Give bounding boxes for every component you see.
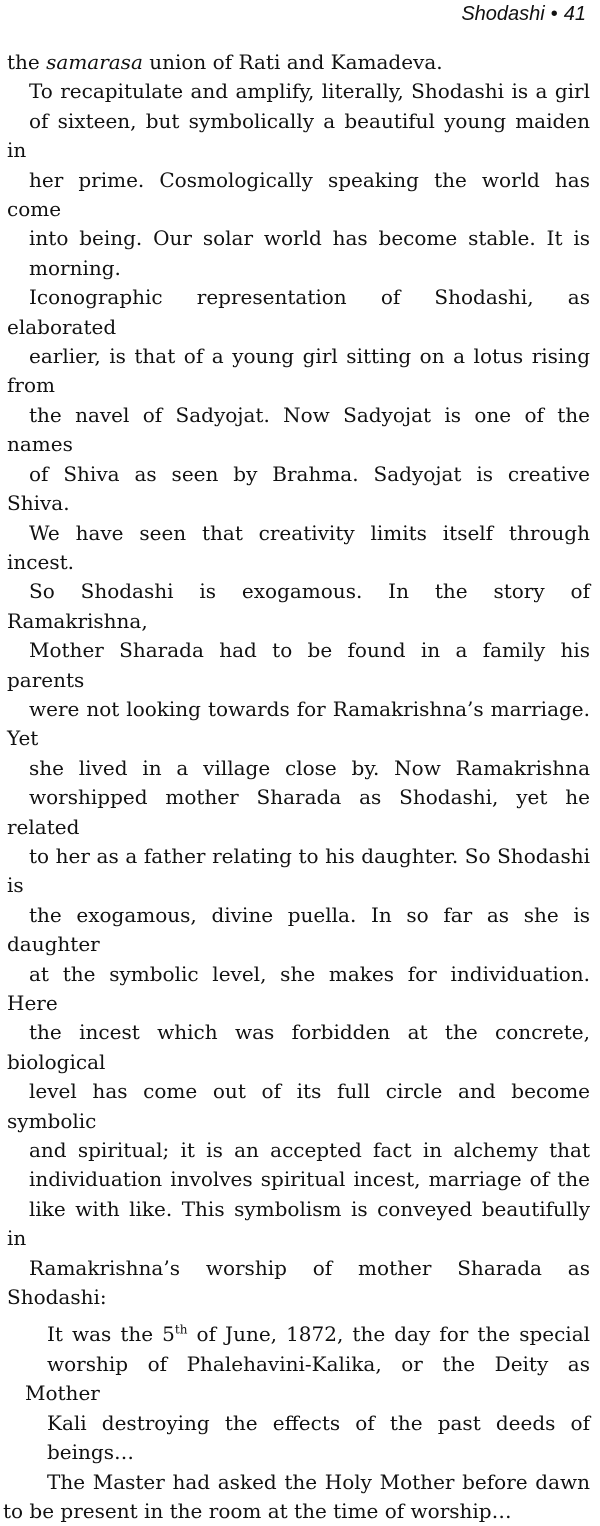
quote-date-suffix: of June, 1872, the day for the special — [187, 1322, 590, 1346]
paragraph-2 — [7, 77, 590, 283]
text-line: Ramakrishna’s worship of mother Sharada as Shodashi: — [7, 1254, 590, 1313]
header-separator: • — [551, 3, 558, 25]
quote-paragraph-2 — [25, 1468, 590, 1526]
text-line: the exogamous, divine puella. In so far as she is daughter — [7, 901, 590, 960]
text-line: Kali destroying the effects of the past deeds of — [25, 1409, 590, 1438]
text-line: into being. Our solar world has become stable. It is — [7, 224, 590, 253]
text-line: the samarasa union of Rati and Kamadeva. — [7, 48, 590, 77]
text-line: she lived in a village close by. Now Ramakrishna — [7, 754, 590, 783]
text-line: morning. — [7, 254, 590, 283]
paragraph-3 — [7, 283, 590, 1312]
text-line: level has come out of its full circle and become symbolic — [7, 1077, 590, 1136]
text-line: We have seen that creativity limits itself through incest. — [7, 519, 590, 578]
text-line: to be present in the room at the time of worship… — [25, 1497, 590, 1526]
text-line: the navel of Sadyojat. Now Sadyojat is one of the names — [7, 401, 590, 460]
text-line: at the symbolic level, she makes for individuation. Here — [7, 960, 590, 1019]
text-line: Mother Sharada had to be found in a family his parents — [7, 636, 590, 695]
text-line: beings… — [25, 1438, 590, 1467]
ordinal-superscript: th — [175, 1323, 188, 1337]
quote-date-prefix: It was the 5 — [47, 1322, 175, 1346]
page-number: 41 — [564, 3, 586, 25]
running-title: Shodashi — [461, 3, 544, 25]
text-line: of sixteen, but symbolically a beautiful young maiden in — [7, 107, 590, 166]
italic-term: samarasa — [46, 50, 143, 74]
body-text — [7, 48, 590, 1526]
text-line: to her as a father relating to his daughter. So Shodashi is — [7, 842, 590, 901]
text-line: The Master had asked the Holy Mother before dawn — [25, 1468, 590, 1497]
text-line: earlier, is that of a young girl sitting on a lotus rising from — [7, 342, 590, 401]
text-line: To recapitulate and amplify, literally, Shodashi is a girl — [7, 77, 590, 106]
block-quote — [25, 1320, 590, 1526]
text-line: Iconographic representation of Shodashi, as elaborated — [7, 283, 590, 342]
text-line: her prime. Cosmologically speaking the world has come — [7, 166, 590, 225]
text-line — [25, 1320, 590, 1349]
text-line: So Shodashi is exogamous. In the story of Ramakrishna, — [7, 577, 590, 636]
text-line: worship of Phalehavini-Kalika, or the Deity as Mother — [25, 1350, 590, 1409]
paragraph-1 — [7, 48, 590, 77]
text-line: the incest which was forbidden at the concrete, biological — [7, 1018, 590, 1077]
text-line: like with like. This symbolism is conveyed beautifully in — [7, 1195, 590, 1254]
quote-paragraph-1 — [25, 1320, 590, 1467]
text-line: worshipped mother Sharada as Shodashi, yet he related — [7, 783, 590, 842]
running-header — [461, 2, 586, 26]
text-line: were not looking towards for Ramakrishna’s marriage. Yet — [7, 695, 590, 754]
text-line: and spiritual; it is an accepted fact in alchemy that — [7, 1136, 590, 1165]
text-line: individuation involves spiritual incest, marriage of the — [7, 1165, 590, 1194]
text-line: of Shiva as seen by Brahma. Sadyojat is creative Shiva. — [7, 460, 590, 519]
